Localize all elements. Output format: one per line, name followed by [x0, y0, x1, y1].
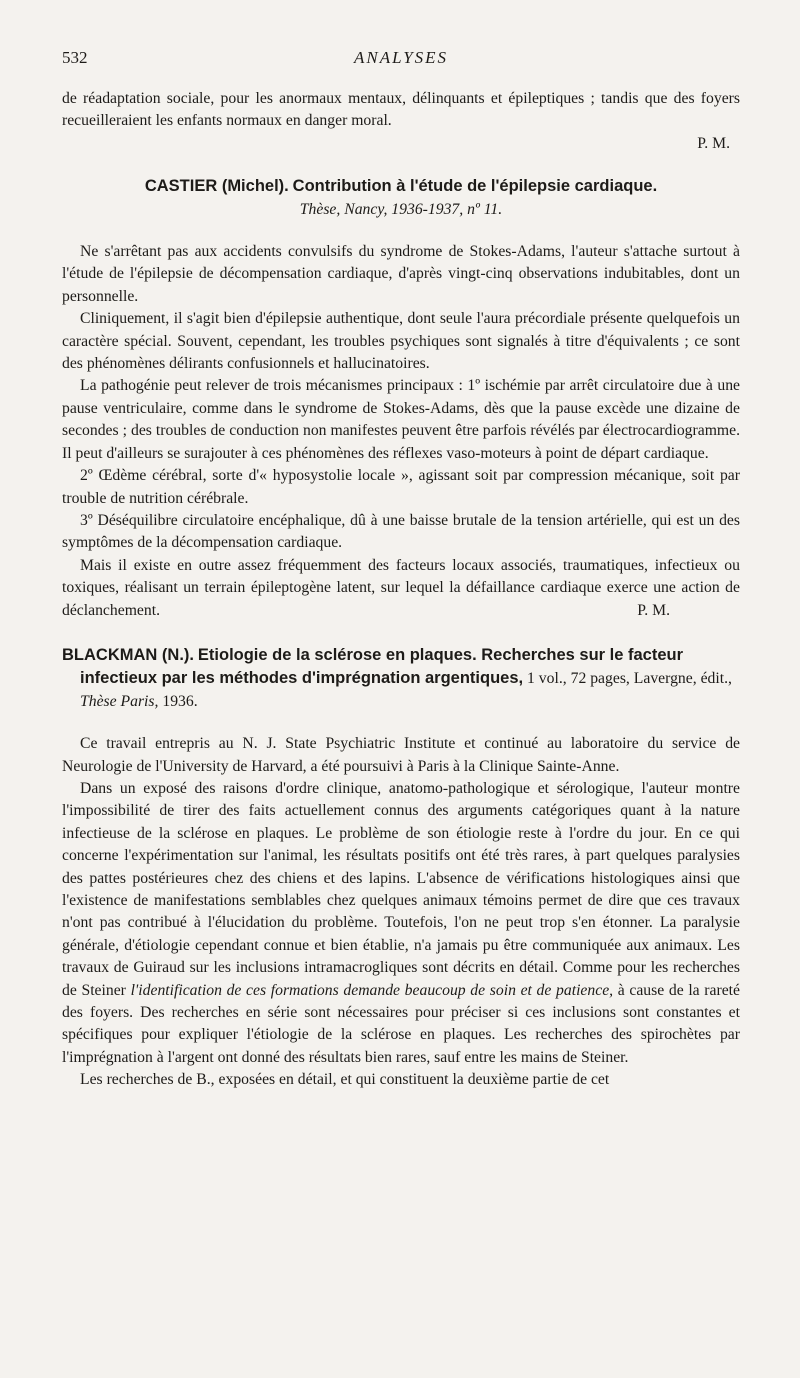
- running-title: ANALYSES: [353, 48, 449, 67]
- castier-paragraph: La pathogénie peut relever de trois mécanismes principaux : 1º ischémie par arrêt circulatoire due à une pause ventriculaire, comme dans le syndrome de Stokes-Adams, dès que la pause excède une dizaine de secondes ; des troubles de conduction non manifestes peuvent être parfois révélés par électrocardiogramme. Il peut d'ailleurs se surajouter à ces phénomènes des réflexes vaso-moteurs à point de départ cardiaque.: [62, 377, 740, 462]
- castier-paragraph-last: [62, 555, 740, 622]
- castier-paragraph: Cliniquement, il s'agit bien d'épilepsie authentique, dont seule l'aura précordiale présente quelquefois un caractère spécial. Souvent, cependant, les troubles psychiques sont signalés à titre d'équivalents ; ce sont des phénomènes délirants confusionnels et hallucinatoires.: [62, 310, 740, 373]
- page-number: 532: [62, 48, 88, 67]
- blackman-paragraph: Ce travail entrepris au N. J. State Psychiatric Institute et continué au laboratoire du service de Neurologie de l'University de Harvard, a été poursuivi à Paris à la Clinique Sainte-Anne.: [62, 735, 740, 775]
- castier-entry-heading: [62, 175, 740, 198]
- castier-signature: P. M.: [637, 601, 670, 619]
- castier-paragraph: 2º Œdème cérébral, sorte d'« hyposystolie locale », agissant soit par compression mécanique, soit par trouble de nutrition cérébrale.: [62, 467, 740, 507]
- castier-author: CASTIER (Michel).: [144, 177, 289, 196]
- intro-paragraph: de réadaptation sociale, pour les anormaux mentaux, délinquants et épileptiques ; tandis que des foyers recueilleraient les enfants normaux en danger moral.: [62, 90, 740, 130]
- blackman-long-paragraph: [62, 778, 740, 1069]
- blackman-long-text-a: Dans un exposé des raisons d'ordre clinique, anatomo-pathologique et sérologique, l'auteur montre l'impossibilité de tirer des faits actuellement connus des arguments catégoriques quant à la nature infectieuse de la sclérose en plaques. Le problème de son étiologie reste à l'ordre du jour. En ce qui concerne l'expérimentation sur l'animal, les résultats positifs ont été très rares, à part quelques paralysies des pattes postérieures chez des chiens et des lapins. L'absence de vérifications histologiques ainsi que l'existence de manifestations semblables chez quelques animaux témoins permet de dire que ces travaux n'ont pas contribué à l'élucidation du problème. Toutefois, l'on ne peut trop s'en étonner. La paralysie générale, d'étiologie cependant connue et bien établie, n'a jamais pu être communiquée aux animaux. Les travaux de Guiraud sur les inclusions intramacrogliques sont décrits en détail. Comme pour les recherches de Steiner: [62, 779, 740, 999]
- castier-paragraph-text: Mais il existe en outre assez fréquemment des facteurs locaux associés, traumatiques, infectieux ou toxiques, réalisant un terrain épileptogène latent, sur lequel la défaillance cardiaque exerce une action de déclanchement.: [62, 556, 740, 619]
- blackman-entry-heading: [62, 644, 740, 713]
- blackman-citation: Thèse Paris,: [80, 692, 159, 710]
- blackman-paragraph: Les recherches de B., exposées en détail, et qui constituent la deuxième partie de cet: [80, 1071, 610, 1089]
- castier-citation: Thèse, Nancy, 1936-1937, nº 11.: [299, 200, 503, 218]
- castier-paragraph: 3º Déséquilibre circulatoire encéphalique, dû à une baisse brutale de la tension artérielle, qui est un des symptômes de la décompensation cardiaque.: [62, 511, 740, 552]
- page-body: [62, 88, 740, 1092]
- blackman-author: BLACKMAN (N.).: [62, 645, 194, 664]
- page-header: [62, 48, 740, 72]
- intro-signature: P. M.: [697, 134, 730, 152]
- blackman-title: Etiologie de la sclérose en plaques. Recherches sur le facteur infectieux par les méthodes d'imprégnation argentiques,: [80, 645, 684, 688]
- castier-paragraph: Ne s'arrêtant pas aux accidents convulsifs du syndrome de Stokes-Adams, l'auteur s'attache surtout à l'étude de l'épilepsie de décompensation cardiaque, d'après vingt-cinq observations indubitables, dont un personnelle.: [62, 243, 740, 305]
- blackman-long-text-b: à cause de la rareté des foyers. Des recherches en série sont nécessaires pour préciser si ces inclusions sont constantes et spécifiques pour expliquer l'étiologie de la sclérose en plaques. Les recherches des spirochètes par l'imprégnation à l'argent ont donné des résultats bien rares, sauf entre les mains de Steiner.: [62, 981, 740, 1066]
- blackman-year: 1936.: [162, 692, 198, 710]
- blackman-long-text-italic: l'identification de ces formations demande beaucoup de soin et de patience,: [130, 981, 614, 999]
- castier-title: Contribution à l'étude de l'épilepsie cardiaque.: [292, 177, 658, 196]
- blackman-details: 1 vol., 72 pages, Lavergne, édit.,: [527, 670, 732, 688]
